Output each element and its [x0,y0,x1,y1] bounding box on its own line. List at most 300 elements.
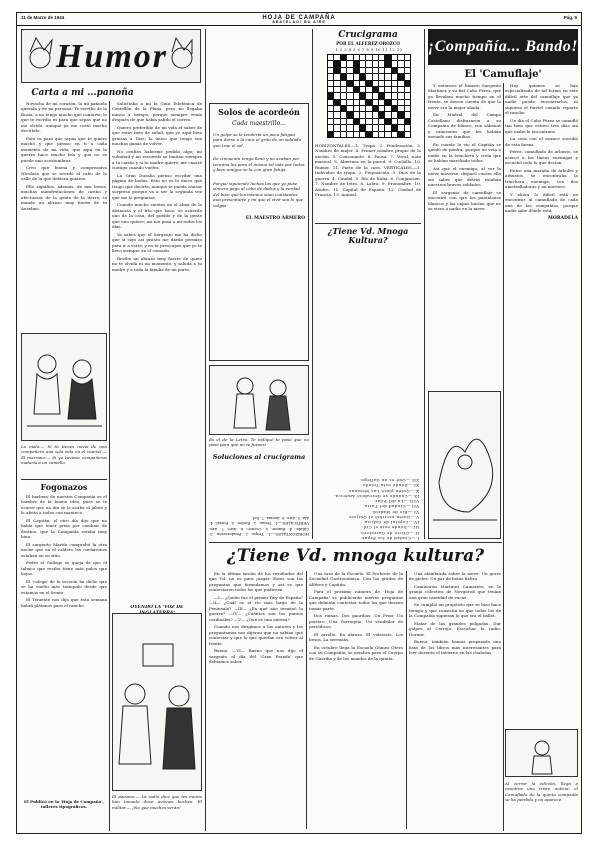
crossword-cell[interactable] [392,81,397,86]
crossword-cell[interactable] [373,125,378,130]
crossword-cell[interactable] [385,106,390,111]
crossword-cell[interactable] [398,93,403,98]
crossword-grid[interactable] [327,54,411,138]
crossword-cell[interactable] [398,106,403,111]
crossword-cell[interactable] [347,87,352,92]
crossword-cell[interactable] [347,119,352,124]
solos-verse: De cincuenta tengo lleno y no acaban por termina les para el mismo tal más por todos y bien amigos se la con gran fatiga. [213,156,305,173]
crossword-cell[interactable] [398,100,403,105]
mnoga-big-column-1 [209,571,303,829]
crossword-cell[interactable] [334,55,339,60]
crossword-cell[interactable] [392,74,397,79]
column-divider [406,571,407,829]
jester-left-hat [30,38,52,54]
crossword-cell[interactable] [373,74,378,79]
column-divider [503,83,504,831]
soldier-head [535,741,549,755]
cartoon-couple [209,365,309,435]
mnoga-big-paragraph: —I— ¿Quién fue el primer Rey de España? —II— ¿Cuál es el río más largo de la Península? —III— ¿En qué año terminó la guerra? —IV— ¿Cuántos son los puntos cardinales? —V— ¿Qué es una antena? [209,594,303,622]
crossword-cell[interactable] [341,93,346,98]
crossword-cell[interactable] [405,61,410,66]
mnoga-small-item: V.—Quién escribió el Quijote. [346,514,419,520]
solos-subtitle: Cada maestrillo... [232,119,286,127]
crossword-cell[interactable] [398,125,403,130]
crossword-cell[interactable] [354,74,359,79]
crossword-cell[interactable] [366,112,371,117]
carta-paragraph: Ello significa, además, de mis besos, muchas manifestaciones de cariño y afectuosas de la gente de la tierra; te mando un abrazo muy fuerte de tu Anselmo. [21,183,107,211]
crossword-black-cell [398,74,403,79]
crossword-black-cell [405,119,410,124]
mnoga-big-paragraph: Bueno, también hemos preparado una lista de los libros más interesantes para leer durante el invierno en las chabolas. [409,639,501,656]
carta-paragraph: Novacha de mi corazón, lo mi pañuela querida y de mi persona: Te escribo de la Rusia, a no tengo mucho que contarte; lo que te escribo es para que sepas que no me olvido, aunque ya me costó mucho decírtelo. [21,101,107,134]
cartoon-lost-soldier-drawing [506,730,579,778]
crossword-cell[interactable] [405,100,410,105]
crossword-black-cell [366,81,371,86]
mnoga-small-item: I.—Ciudad de los Papas. [359,536,419,541]
crossword-cell[interactable] [328,125,333,130]
crossword-black-cell [334,68,339,73]
crossword-cell[interactable] [379,55,384,60]
compania-signature: MORADELA [547,215,578,221]
crossword-cell[interactable] [366,61,371,66]
cartoon-soldiers [21,333,107,441]
radio-box [143,644,173,666]
crossword-black-cell [354,119,359,124]
crossword-cell[interactable] [347,74,352,79]
crossword-cell[interactable] [328,119,333,124]
crossword-black-cell [360,93,365,98]
crossword-cell[interactable] [392,119,397,124]
crossword-black-cell [341,74,346,79]
crossword-black-cell [392,125,397,130]
cartoon-soldiers-caption: Lo malo.— Si tú tienes novio de una compañera una sola vida en el cuartel.— El marrano.— Si yo tuviese compañeras mataría a un camello. [21,444,107,466]
crucigrama-clues: HORIZONTALES.—1. Tropa. 2. Ponderación. 3. Nombre de mujer. 4. Primer nombre propio de la nación. 5. Consonante. 6. Pausa. 7. Vocal, nota musical. 8. Abertura en la pared. 9. Cuchillo. 10. Rumor. 11. Parte de la cara. VERTICALES.—1. Individuo de tropa. 2. Preposición. 3. Dios de la guerra. 4. Caudal. 5. Río de Italia. 6. Conjunción. 7. Nombre de letra. 8. Labra. 9. Pronombre. 10. Azufre. 11. Capital de España. 12. Ciudad de Francia. 13. Animal. [315,143,421,198]
crossword-black-cell [347,112,352,117]
crossword-cell[interactable] [341,132,346,137]
soldier-body [68,379,96,419]
crossword-cell[interactable] [366,125,371,130]
crossword-cell[interactable] [373,100,378,105]
crossword-black-cell [366,100,371,105]
crossword-cell[interactable] [405,106,410,111]
crossword-cell[interactable] [328,55,333,60]
crossword-black-cell [373,87,378,92]
crossword-cell[interactable] [373,55,378,60]
crossword-cell[interactable] [328,74,333,79]
crossword-cell[interactable] [334,93,339,98]
crossword-cell[interactable] [385,68,390,73]
crossword-cell[interactable] [347,106,352,111]
mnoga-small-item: III.—Dónde está el Cid. [361,525,419,531]
crossword-cell[interactable] [334,81,339,86]
crossword-black-cell [334,100,339,105]
carta-paragraph: Recibe un abrazo muy fuerte de quien no te olvida ni un momento, y saluda a tu madre y a toda la familia de mi parte. [112,255,202,272]
crossword-cell[interactable] [379,61,384,66]
crossword-black-cell [347,81,352,86]
crossword-cell[interactable] [354,55,359,60]
mnoga-small-item: IX.—Cuándo se descubrió América. [333,493,419,499]
newspaper-page [16,12,582,834]
solos-title: Solos de acordeón [218,107,300,117]
crossword-cell[interactable] [354,100,359,105]
crossword-cell[interactable] [405,55,410,60]
solos-verse: Un golpe se le tendería un poco fatigaa para darse a la cara el grito de un soldado que trae el sol. [213,131,302,148]
crossword-cell[interactable] [385,112,390,117]
crossword-cell[interactable] [379,87,384,92]
compania-closing-caption: Al cerrar la edición, llega a nosotros una triste noticia: el Camuflado de la quinta compañía se ha perdido y no aparece. [505,781,578,803]
mnoga-big-column-2 [309,571,403,829]
column-divider [312,29,313,539]
crossword-cell[interactable] [366,87,371,92]
crossword-cell[interactable] [379,81,384,86]
mnoga-big-paragraph: Cuando nos dirigimos a los autores y les preguntamos nos dijeron que no sabían qué contestar y que lo que querían era volver al frente. [209,624,303,646]
jester-right-hat [172,38,192,54]
mnoga-small-item: VI.—Río de Madrid. [371,509,419,515]
fogonazos-item: El sargento Martín comprobó la otra noche que en el caldero los cucharones estaban en su sitio. [21,541,107,558]
carta-paragraph: Cuando mucho sientes en el alma de la distancia y el frío que hace, se acuerda uno de la casa, del pueblo y de la gente que uno quiere; así me pasa a mí todos los días. [112,202,202,230]
crossword-cell[interactable] [373,81,378,86]
crossword-cell[interactable] [347,93,352,98]
column-divider [109,101,110,831]
crossword-cell[interactable] [366,119,371,124]
header-page-number: Pág. 5 [563,15,577,20]
crossword-cell[interactable] [334,119,339,124]
section-divider [21,479,107,480]
compania-banner [428,29,578,65]
crossword-cell[interactable] [360,61,365,66]
crossword-cell[interactable] [354,132,359,137]
crossword-cell[interactable] [354,81,359,86]
crossword-cell[interactable] [405,125,410,130]
humor-banner [21,29,201,83]
jester-left [30,48,50,68]
crossword-black-cell [385,55,390,60]
crossword-cell[interactable] [360,132,365,137]
crossword-cell[interactable] [405,132,410,137]
soldier-head [73,360,91,378]
crossword-cell[interactable] [392,112,397,117]
solos-verse: Porque siguiendo luchas las que yo puse sincero pago al cabo de dados y la verdad del bien que los mismos sean constantes aun presentarte y mi que el vivir sea lo que valgas. [213,180,304,208]
cartoon-soldiers-drawing [22,334,108,442]
crossword-cell[interactable] [392,87,397,92]
compania-paragraph: En cuanto lo vio el Capitán se quedó de piedra, porque no veía a nadie en la trinchera y creía que se habían marchado todos. [428,141,501,164]
crossword-cell[interactable] [360,106,365,111]
crossword-cell[interactable] [385,74,390,79]
carta-column [21,101,107,329]
figure-body [266,396,290,430]
crossword-cell[interactable] [347,100,352,105]
crossword-black-cell [360,125,365,130]
mnoga-small-item: XI.—Dónde está Toledo. [360,483,419,489]
column-divider [424,29,425,539]
carta-column-2 [112,101,202,527]
crucigrama-title: Crucigrama [338,30,398,40]
crossword-cell[interactable] [405,112,410,117]
crossword-cell[interactable] [347,55,352,60]
crossword-cell[interactable] [398,81,403,86]
crossword-cell[interactable] [373,119,378,124]
cartoon-couple-drawing [210,366,310,436]
carta-paragraph: No ocultes haberme pedido algo; mi voluntad y mi recuerdo se limitan siempre a tu cariño y si tu madre quiere, me casaré contigo cuando vuelva. [112,148,202,171]
crossword-cell[interactable] [373,68,378,73]
crossword-cell[interactable] [379,106,384,111]
soldier-head [458,455,472,469]
soldier-body [532,756,552,774]
crossword-cell[interactable] [392,93,397,98]
mnoga-big-paragraph: El arrullo. En abrazo. El valsecito. Los besos. La serenata. [309,631,403,643]
mnoga-big-paragraph: En la última sesión de los resultados del que Vd. no es para juzgar. Estos son las preguntas que formulamos y así es que contestaron todos los que pudieron. [209,571,303,593]
crossword-cell[interactable] [328,106,333,111]
crossword-cell[interactable] [379,125,384,130]
compania-paragraph: En Madrid del Campo Castellano disfrazaron a su Compañía de blanco, con sábanas y camisones que les habían enviado sus familias. [428,112,501,140]
crossword-cell[interactable] [341,112,346,117]
carta-paragraph: Ya sabes que el Sargento me ha dicho que si sigo así pronto me darán permiso para ir a verte; y no te preocupes que yo te llevo siempre en el corazón. [112,231,202,254]
crossword-black-cell [405,81,410,86]
crossword-cell[interactable] [360,100,365,105]
crossword-cell[interactable] [379,100,384,105]
mnoga-small-item: IV.—Capital de Galicia. [362,520,419,526]
mnoga-small-item: XII.—Qué es un Gallego. [359,478,419,484]
crossword-cell[interactable] [405,93,410,98]
compania-subtitle: El 'Camuflaje' [464,69,542,80]
cartoon-radio-drawing [113,614,203,792]
compania-title: ¡Compañía... Bando! [428,38,578,55]
tercera-cartoon-title: OYENDO LA 'VOZ DE [130,605,184,610]
humor-title: Humor [55,38,169,75]
crossword-black-cell [385,119,390,124]
mnoga-small-item: VIII.—La del Pilar. [373,499,419,505]
crossword-cell[interactable] [328,87,333,92]
crossword-cell[interactable] [385,87,390,92]
crossword-black-cell [379,112,384,117]
mnoga-small-item: VII.—Ciudad del Turia. [362,504,419,510]
mnoga-small-item: X.—Quién pintó Las Meninas. [347,488,419,494]
carta-paragraph: La Gran Ducalia pienso escribir una página de bodas. Esto no es lo único que tengo que decirte, aunque te pueda causar sorpresa porque va a ser la segunda vez que me lo preguntas. [112,172,202,200]
crossword-cell[interactable] [347,125,352,130]
crossword-cell[interactable] [360,112,365,117]
crossword-cell[interactable] [405,87,410,92]
cartoon-camouflage-drawing [429,392,502,540]
compania-paragraph: Pérez, camuflado de arbusto, se acercó a las líneas enemigas y escuchó todo lo que decían. [505,149,578,166]
crossword-black-cell [398,132,403,137]
crossword-cell[interactable] [373,132,378,137]
jester-right [172,48,192,68]
fogonazos-item: Pedro el Gallego se queja de que el tabaco que recibe tiene más palos que hojas. [21,560,107,577]
solutions-title: Soluciones al crucigrama [212,453,306,461]
crossword-black-cell [398,112,403,117]
crossword-cell[interactable] [347,68,352,73]
compania-paragraph: Así que el enemigo, al ver la nieve moverse, disparó contra ella sin saber que detrás estaban nuestros bravos soldados. [428,165,501,188]
fogonazos-item: El Capitán, el otro día dijo que no había que tener prisa por cambiar de destino, que la Compañía estaba muy bien. [21,517,107,540]
fogonazos-footer: El Publicó en la 'Hoja de Campaña', talleres tipográficos. [24,799,104,810]
crossword-cell[interactable] [354,125,359,130]
crossword-cell[interactable] [405,74,410,79]
crucigrama-author: POR EL ALFEREZ OROZCO [336,41,400,46]
header-subtitle: ABATELAO! BU AIRE [272,20,326,24]
bush-shape [439,439,493,512]
compania-paragraph: Un día el Cabo Pérez se camufló tan bien que estuvo tres días sin que nadie le encontrara. [505,117,578,134]
mnoga-small-title: ¿Tiene Vd. Mnoga Kultura? [327,227,409,246]
crossword-black-cell [341,106,346,111]
cartoon-radio [112,613,202,791]
mnoga-big-paragraph: Matar de las grandes pulgadas. Dar golpes al Cerrojo. Escuchar la radio. Dormir. [409,620,501,637]
crossword-cell[interactable] [354,112,359,117]
crossword-cell[interactable] [366,68,371,73]
mnoga-big-paragraph: En octubre llega la Escuela Gómez Otero con su Compañía; se nombra para el Cuerpo de Guardia y de los mandos de la quinta. [309,644,403,661]
crossword-cell[interactable] [341,100,346,105]
crossword-cell[interactable] [334,125,339,130]
crossword-cell[interactable] [334,132,339,137]
crossword-cell[interactable] [328,81,333,86]
crossword-cell[interactable] [354,106,359,111]
crossword-cell[interactable] [341,68,346,73]
soldier-body [34,374,60,414]
crossword-cell[interactable] [347,61,352,66]
crossword-cell[interactable] [334,112,339,117]
crossword-black-cell [366,132,371,137]
soldier-body [163,708,195,769]
crossword-cell[interactable] [341,125,346,130]
section-divider [315,223,421,224]
cartoon-camouflage [428,391,501,539]
crossword-cell[interactable] [360,68,365,73]
soldier-head [169,686,189,706]
crossword-cell[interactable] [334,74,339,79]
crossword-cell[interactable] [366,55,371,60]
crossword-cell[interactable] [328,61,333,66]
crossword-black-cell [354,68,359,73]
crossword-cell[interactable] [347,132,352,137]
figure-head [270,380,286,396]
crossword-cell[interactable] [405,68,410,73]
carta-paragraph: Solicitaba a mi la Guía Telefónica de Castellón de la Plana, pero no llegaba nunca a tiempo, porque siempre venía después de que había salido el correo. [112,101,202,123]
crossword-black-cell [385,61,390,66]
carta-paragraph: Creo que buena y comprensiva Nicolasa que se acordó al cabo de la calle de la que debiera guiarse. [21,165,107,182]
crossword-cell[interactable] [392,61,397,66]
mnoga-big-paragraph: Caminaron Martinez Camarero, en la granja colectiva de Novgorod que tenían una gran cantidad de vacas. [409,583,501,600]
crossword-cell[interactable] [385,81,390,86]
carta-title: Carta a mi ...panoña [31,88,134,98]
cartoon-radio-caption: El paisano.— La radio dice que les moros han tomado doce aviones boches. El militar.— ¡No que muchos serán! [112,794,202,810]
crossword-cell[interactable] [398,68,403,73]
crossword-cell[interactable] [328,68,333,73]
solos-signature: EL MAESTRO ARMERO [245,216,305,222]
crossword-cell[interactable] [360,55,365,60]
crossword-black-cell [392,106,397,111]
crossword-cell[interactable] [360,119,365,124]
crossword-cell[interactable] [341,61,346,66]
carta-paragraph: Esto es para que sepas que te quiero mucho y que pienso en ti a cada momento de mi vida; que aquí en la guerra hace mucho frío y que no se puede uno acostumbrar. [21,135,107,163]
crossword-cell[interactable] [360,87,365,92]
fogonazos-title: Fogonazos [40,482,88,492]
mnoga-big-paragraph: Una taza de la Escuela. El Preboste de la Sociedad Gastronómica. Con los grados de Alférez y Capitán. [309,571,403,587]
cartoon-lost-soldier [505,729,578,777]
fogonazos-item: El Teniente nos dijo que esta semana habrá plátanos para el rancho. [21,597,107,608]
crossword-cell[interactable] [379,68,384,73]
crossword-cell[interactable] [385,132,390,137]
crossword-black-cell [354,61,359,66]
solutions-text-inverted: HORIZONTALES.—1. Tropa. 2. Ponderación. 3. Cálida. 4. Rumor. 5. Oscuro. 6. Aire. 7. Ara. VERTICALES.—1. Tenaz. 2. Rodeo. 3. Portal. 4. Ala. 5. Aire. 6. Aroma. 7. Sol. [209,516,309,537]
mnoga-big-paragraph: Para el próximo número de 'Hoja de Campaña' se publicarán nuevas preguntas que deberán contestar todos los que deseen tomar parte. [309,589,403,611]
page-header [17,13,581,26]
crossword-cell[interactable] [373,112,378,117]
header-date: 11 de Marzo de 1944 [21,15,65,20]
crossword-cell[interactable] [328,100,333,105]
mnoga-big-column-3 [409,571,501,829]
crossword-cell[interactable] [392,132,397,137]
mnoga-big-paragraph: Dos ruinas. Dos guardias. Un Prior. Un portero. Una Parroquia. Un vendedor de periódicos. [309,613,403,630]
mnoga-big-paragraph: Una alambrada sobre la nieve. Un gorro de pieles. Un par de botas fieltro. [409,571,501,582]
crossword-black-cell [360,74,365,79]
crossword-cell[interactable] [398,87,403,92]
crossword-cell[interactable] [366,106,371,111]
solos-box [209,103,309,361]
column-divider [306,571,307,829]
crossword-cell[interactable] [373,61,378,66]
header-title: HOJA DE CAMPAÑA [262,15,336,21]
crossword-black-cell [385,100,390,105]
crossword-black-cell [373,106,378,111]
crossword-cell[interactable] [379,74,384,79]
mnoga-big-paragraph: Se cumplió un propósito que se hizo hace tiempo y que consistía en que todos los de la Compañía supieran lo que era el ballet. [409,602,501,619]
crossword-black-cell [341,55,346,60]
crossword-black-cell [334,61,339,66]
crossword-cell[interactable] [366,74,371,79]
fogonazos-column [21,494,107,794]
crossword-cell[interactable] [385,125,390,130]
mnoga-small-list-inverted [317,251,419,541]
soldier-head [38,355,56,373]
crossword-cell[interactable] [398,61,403,66]
fogonazos-item: El 'colega' de la sección ha dicho que se ha vuelto más tranquilo desde que estamos en el frente. [21,578,107,595]
crossword-cell[interactable] [392,55,397,60]
crossword-cell[interactable] [341,119,346,124]
crossword-cell[interactable] [354,93,359,98]
compania-paragraph: La cosa con el avance sucedió de esta forma. [505,136,578,147]
compania-paragraph: El sargento de camuflaje se encontró con que los pantalones blancos y las capas hacían que no se viera a nadie en la nieve. [428,189,501,212]
crossword-cell[interactable] [392,100,397,105]
compania-paragraph: Entre una maraña de árboles y arbustos se encontraba la trinchera enemiga, con dos ametralladoras y un mortero. [505,167,578,190]
compania-paragraph: Y ahora lo difícil está en encontrar al camuflado de cada una de las compañías, porque nadie sabe dónde está. [505,191,578,214]
listener-body [119,706,151,764]
crossword-cell[interactable] [341,87,346,92]
mnoga-big-paragraph: Bueno. —VI— Bueno que nos dijo el sargento el día del 'Gran Parada' que debíamos saber. [209,648,303,665]
compania-paragraph: Y entonces el bizarro Sargento Martinez y su fiel Cabo Pérez, que ya llevaban mucho tiempo en el frente, se dieron cuenta de que la nieve era la mejor aliada. [428,83,501,110]
crossword-cell[interactable] [334,87,339,92]
compania-column-1 [428,83,501,387]
compania-column-2 [505,83,578,723]
compania-paragraph: Hay quienes se han especializado de tal forma en este difícil arte del camuflaje que ya nadie puede encontrarlos, ni siquiera el furriel cuando reparte el rancho. [505,83,578,116]
carta-paragraph: Quiero preferible de mi vida el saber de que estás bien de salud, que yo aquí bien gracias a Dios; lo único que tengo son muchas ganas de volver. [112,124,202,147]
crossword-cell[interactable] [341,81,346,86]
figure-head [237,378,253,394]
crossword-black-cell [354,87,359,92]
crossword-cell[interactable] [328,112,333,117]
crossword-cell[interactable] [366,93,371,98]
crossword-cell[interactable] [398,119,403,124]
crossword-cell[interactable] [334,106,339,111]
cartoon-couple-caption: Es el de la Letra: Te indiqué te pase que no pasó para que no te fueses! [209,437,309,448]
crossword-cell[interactable] [379,119,384,124]
crossword-cell[interactable] [385,93,390,98]
crossword-cell[interactable] [360,81,365,86]
crossword-cell[interactable] [398,55,403,60]
crucigrama-numbers: 1 2 3 4 5 6 7 8 9 10 11 12 13 [335,48,403,52]
crossword-cell[interactable] [373,93,378,98]
crossword-cell[interactable] [379,132,384,137]
crossword-black-cell [328,132,333,137]
section-divider [209,542,502,543]
